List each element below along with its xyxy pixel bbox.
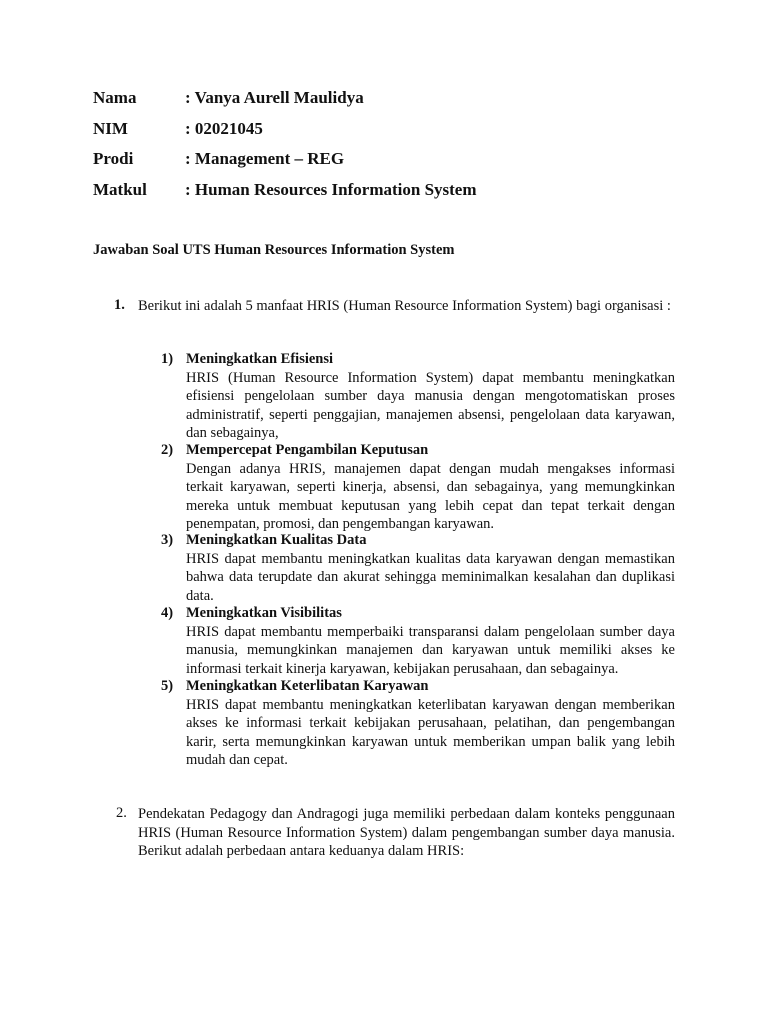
info-value-nama: : Vanya Aurell Maulidya (185, 88, 364, 107)
item-5-title: Meningkatkan Keterlibatan Karyawan (186, 678, 429, 694)
item-1-body: HRIS (Human Resource Information System) dapat membantu meningkatkan efisiensi pengelolaan sumber daya manusia dengan mengotomatiskan proses administratif, seperti penggajian, manajemen absensi, pengelolaan data karyawan, dan sebagainya, (186, 370, 675, 441)
info-value-nim: : 02021045 (185, 119, 263, 138)
item-1-number: 1) (161, 351, 174, 367)
item-2-body: Dengan adanya HRIS, manajemen dapat dengan mudah mengakses informasi terkait karyawan, seperti kinerja, absensi, dan sebagainya, yang memungkinkan mereka untuk membuat keputusan yang lebih cepat dan tepat terkait dengan penempatan, promosi, dan pengembangan karyawan. (186, 461, 675, 532)
item-4-number: 4) (161, 605, 174, 621)
item-2-title: Mempercepat Pengambilan Keputusan (186, 442, 429, 458)
info-label-prodi: Prodi (93, 149, 134, 168)
item-2-number: 2) (161, 442, 174, 458)
item-4-body: HRIS dapat membantu memperbaiki transparansi dalam pengelolaan sumber daya manusia, memungkinkan manajemen dan karyawan untuk memiliki akses ke informasi terkait kinerja karyawan, kebijakan perusahaan, dan sebagainya. (186, 624, 675, 677)
item-3-title: Meningkatkan Kualitas Data (186, 532, 367, 548)
question-2-number: 2. (116, 805, 127, 821)
item-1-title: Meningkatkan Efisiensi (186, 351, 334, 367)
info-label-nim: NIM (93, 119, 128, 138)
info-value-prodi: : Management – REG (185, 149, 345, 168)
info-label-matkul: Matkul (93, 180, 147, 199)
item-5-number: 5) (161, 678, 174, 694)
question-1-text: Berikut ini adalah 5 manfaat HRIS (Human Resource Information System) bagi organisasi : (138, 298, 671, 314)
document-heading: Jawaban Soal UTS Human Resources Information System (93, 242, 455, 258)
item-4-title: Meningkatkan Visibilitas (186, 605, 342, 621)
item-3-number: 3) (161, 532, 174, 548)
info-value-matkul: : Human Resources Information System (185, 180, 477, 199)
question-2-text: Pendekatan Pedagogy dan Andragogi juga memiliki perbedaan dalam konteks penggunaan HRIS (Human Resource Information System) dalam pengembangan sumber daya manusia. Berikut adalah perbedaan antara keduanya dalam HRIS: (138, 806, 675, 859)
question-1-number: 1. (114, 297, 125, 313)
item-5-body: HRIS dapat membantu meningkatkan keterlibatan karyawan dengan memberikan akses ke informasi terkait kebijakan perusahaan, pelatihan, dan pengembangan karir, serta memungkinkan karyawan untuk memberikan umpan balik yang lebih mudah dan cepat. (186, 697, 675, 768)
info-label-nama: Nama (93, 88, 137, 107)
item-3-body: HRIS dapat membantu meningkatkan kualitas data karyawan dengan memastikan bahwa data terupdate dan akurat sehingga meminimalkan kesalahan dan duplikasi data. (186, 551, 675, 604)
